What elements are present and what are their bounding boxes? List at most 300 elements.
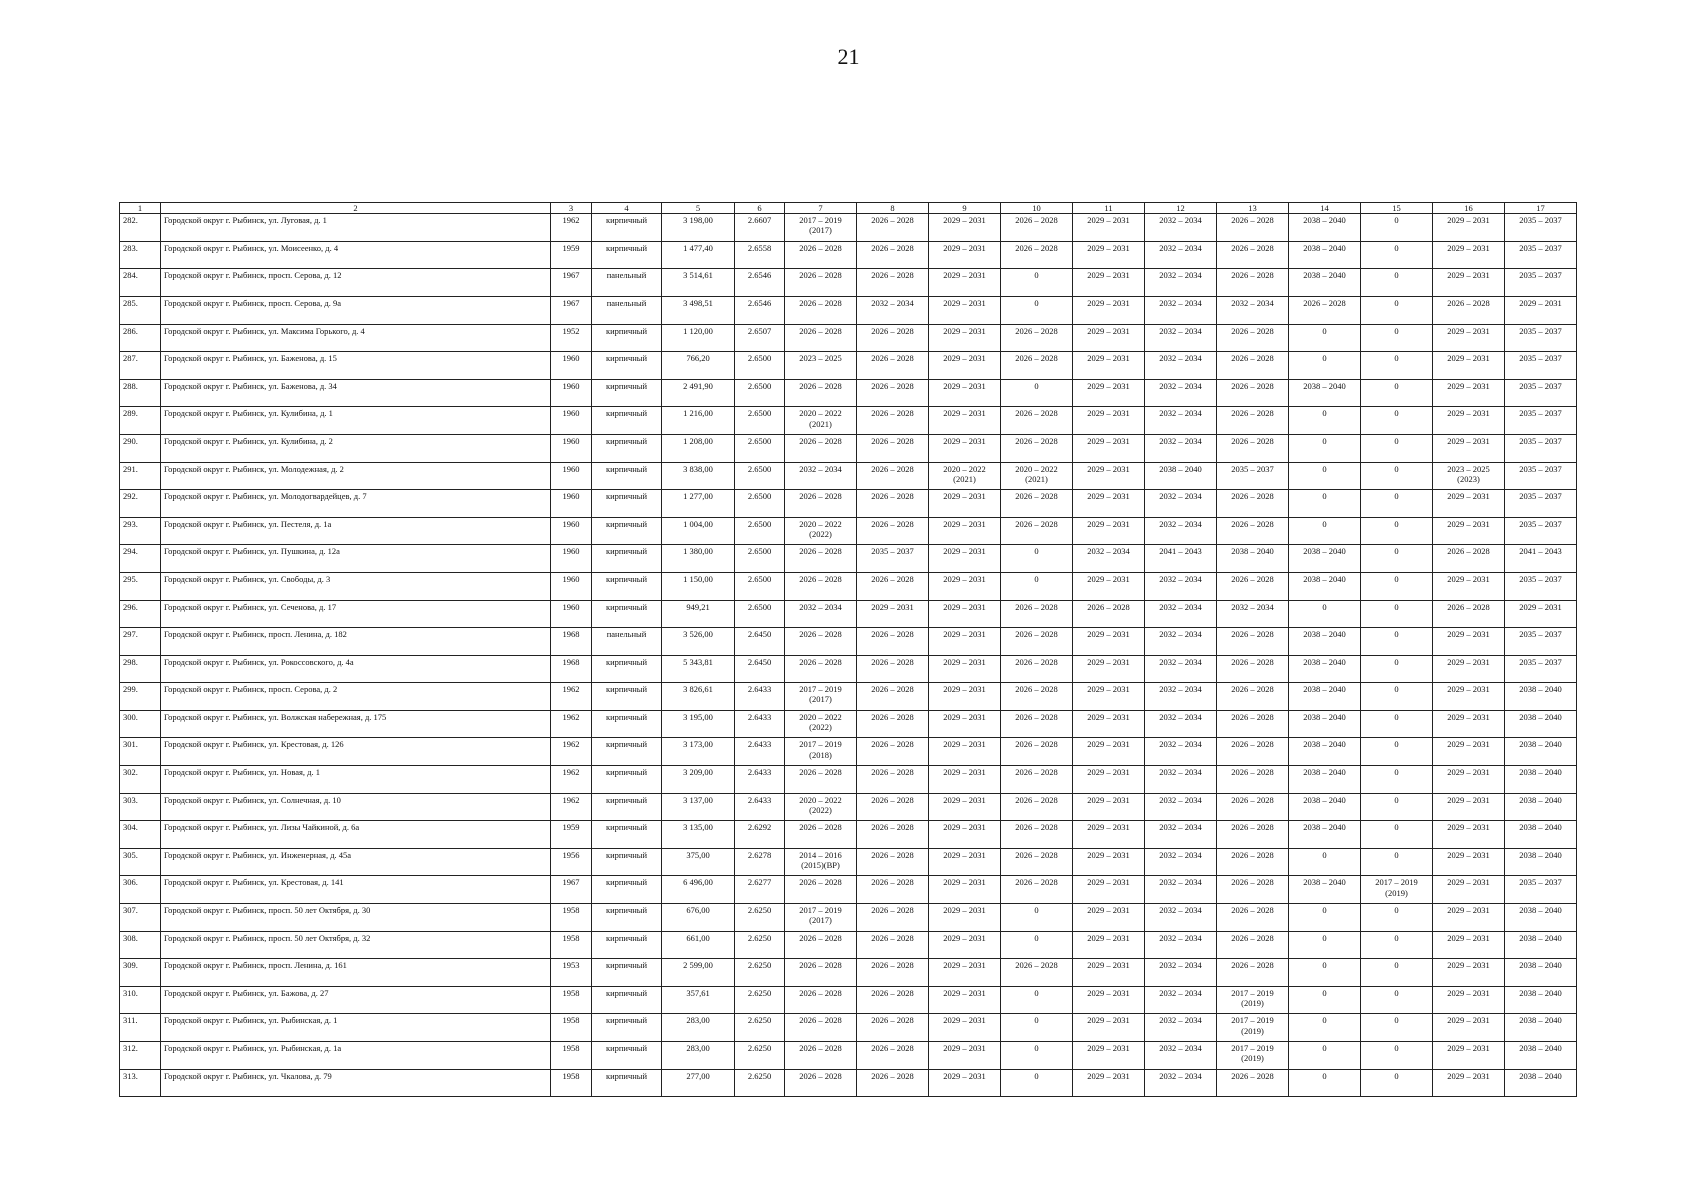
table-cell: 2029 – 2031 xyxy=(1433,710,1505,738)
table-cell: 3 195,00 xyxy=(662,710,735,738)
table-cell: 2035 – 2037 xyxy=(1505,490,1577,518)
table-cell: 2.6500 xyxy=(735,572,785,600)
table-cell: 1967 xyxy=(551,296,592,324)
table-cell: кирпичный xyxy=(592,710,662,738)
row-number-cell: 303. xyxy=(120,793,161,821)
table-cell: 3 514,61 xyxy=(662,269,735,297)
row-number-cell: 306. xyxy=(120,876,161,904)
address-cell: Городской округ г. Рыбинск, ул. Лизы Чайкиной, д. 6а xyxy=(161,821,551,849)
row-number-cell: 310. xyxy=(120,986,161,1014)
table-cell: 661,00 xyxy=(662,931,735,959)
table-cell: 2032 – 2034 xyxy=(1217,296,1289,324)
column-header: 3 xyxy=(551,203,592,214)
table-cell: кирпичный xyxy=(592,904,662,932)
table-cell: 2035 – 2037 xyxy=(1505,241,1577,269)
table-cell: 2029 – 2031 xyxy=(929,931,1001,959)
table-cell: 2029 – 2031 xyxy=(1073,379,1145,407)
table-cell: 1962 xyxy=(551,710,592,738)
table-cell: 2029 – 2031 xyxy=(1073,352,1145,380)
table-cell: 2026 – 2028 xyxy=(857,269,929,297)
column-header: 15 xyxy=(1361,203,1433,214)
table-cell: 0 xyxy=(1361,517,1433,545)
table-cell: 2026 – 2028 xyxy=(1001,683,1073,711)
address-cell: Городской округ г. Рыбинск, ул. Пушкина, д. 12а xyxy=(161,545,551,573)
table-row xyxy=(120,738,1577,766)
table-cell: 2026 – 2028 xyxy=(857,352,929,380)
row-number-cell: 286. xyxy=(120,324,161,352)
table-cell: 2038 – 2040 xyxy=(1505,1014,1577,1042)
table-cell: кирпичный xyxy=(592,352,662,380)
table-cell: 2026 – 2028 xyxy=(1001,600,1073,628)
table-cell: 0 xyxy=(1361,986,1433,1014)
schedule-table-container xyxy=(119,202,1575,1097)
table-cell: 2026 – 2028 xyxy=(857,214,929,242)
table-cell: 2026 – 2028 xyxy=(1217,1069,1289,1097)
table-cell: 2029 – 2031 xyxy=(1433,517,1505,545)
table-row xyxy=(120,324,1577,352)
table-cell: 2032 – 2034 xyxy=(1145,434,1217,462)
table-cell: 2026 – 2028 xyxy=(785,821,857,849)
table-cell: 0 xyxy=(1001,379,1073,407)
table-cell: 2029 – 2031 xyxy=(1073,710,1145,738)
table-cell: 2026 – 2028 xyxy=(1217,214,1289,242)
table-cell: 2032 – 2034 xyxy=(1145,793,1217,821)
table-cell: 2026 – 2028 xyxy=(857,655,929,683)
table-cell: 2029 – 2031 xyxy=(929,517,1001,545)
table-cell: 3 135,00 xyxy=(662,821,735,849)
table-cell: 2.6292 xyxy=(735,821,785,849)
table-cell: 2.6277 xyxy=(735,876,785,904)
table-cell: 2026 – 2028 xyxy=(785,296,857,324)
table-cell: 2.6546 xyxy=(735,296,785,324)
table-cell: кирпичный xyxy=(592,462,662,490)
table-cell: 2029 – 2031 xyxy=(929,848,1001,876)
column-header: 17 xyxy=(1505,203,1577,214)
table-cell: 2026 – 2028 xyxy=(1001,324,1073,352)
table-cell: 2032 – 2034 xyxy=(1145,683,1217,711)
table-cell: 2038 – 2040 xyxy=(1289,766,1361,794)
table-cell: 2029 – 2031 xyxy=(929,821,1001,849)
table-cell: 2.6607 xyxy=(735,214,785,242)
table-cell: 1 150,00 xyxy=(662,572,735,600)
table-cell: 2038 – 2040 xyxy=(1505,848,1577,876)
table-cell: 2029 – 2031 xyxy=(1073,821,1145,849)
table-cell: 2038 – 2040 xyxy=(1289,214,1361,242)
row-number-cell: 285. xyxy=(120,296,161,324)
table-cell: 2.6250 xyxy=(735,986,785,1014)
table-cell: 1956 xyxy=(551,848,592,876)
table-cell: 2020 – 2022 (2021) xyxy=(929,462,1001,490)
table-cell: 2032 – 2034 xyxy=(1145,655,1217,683)
table-row xyxy=(120,628,1577,656)
row-number-cell: 297. xyxy=(120,628,161,656)
table-cell: 2032 – 2034 xyxy=(1145,352,1217,380)
table-cell: 2029 – 2031 xyxy=(1433,1014,1505,1042)
table-header-row xyxy=(120,203,1577,214)
table-cell: 2.6507 xyxy=(735,324,785,352)
column-header: 14 xyxy=(1289,203,1361,214)
table-cell: 2032 – 2034 xyxy=(1145,379,1217,407)
table-cell: 2026 – 2028 xyxy=(1217,683,1289,711)
table-cell: 2026 – 2028 xyxy=(1001,490,1073,518)
table-cell: 2029 – 2031 xyxy=(1433,324,1505,352)
table-cell: кирпичный xyxy=(592,931,662,959)
table-cell: 0 xyxy=(1361,490,1433,518)
table-cell: 2035 – 2037 xyxy=(857,545,929,573)
table-cell: 2029 – 2031 xyxy=(1505,600,1577,628)
table-cell: 1960 xyxy=(551,600,592,628)
table-cell: 2026 – 2028 xyxy=(1001,241,1073,269)
table-cell: 2032 – 2034 xyxy=(1145,766,1217,794)
table-row xyxy=(120,876,1577,904)
address-cell: Городской округ г. Рыбинск, ул. Инженерная, д. 45а xyxy=(161,848,551,876)
table-cell: 2035 – 2037 xyxy=(1505,379,1577,407)
table-cell: 2035 – 2037 xyxy=(1505,655,1577,683)
table-cell: 0 xyxy=(1289,959,1361,987)
table-cell: 2.6450 xyxy=(735,655,785,683)
table-cell: 1960 xyxy=(551,434,592,462)
table-cell: 2026 – 2028 xyxy=(1001,766,1073,794)
table-cell: 2032 – 2034 xyxy=(1145,490,1217,518)
table-cell: 2017 – 2019 (2017) xyxy=(785,214,857,242)
table-row xyxy=(120,379,1577,407)
table-cell: 2029 – 2031 xyxy=(1433,793,1505,821)
row-number-cell: 283. xyxy=(120,241,161,269)
table-cell: 2026 – 2028 xyxy=(785,766,857,794)
table-cell: 2038 – 2040 xyxy=(1505,710,1577,738)
table-cell: 283,00 xyxy=(662,1042,735,1070)
table-cell: 2.6500 xyxy=(735,517,785,545)
table-cell: кирпичный xyxy=(592,214,662,242)
table-cell: 2029 – 2031 xyxy=(1433,490,1505,518)
table-cell: 2038 – 2040 xyxy=(1289,710,1361,738)
table-cell: 2035 – 2037 xyxy=(1505,269,1577,297)
table-cell: 1960 xyxy=(551,545,592,573)
table-cell: 2026 – 2028 xyxy=(857,848,929,876)
table-cell: 2029 – 2031 xyxy=(929,793,1001,821)
table-cell: 2038 – 2040 xyxy=(1289,241,1361,269)
table-cell: 1962 xyxy=(551,766,592,794)
table-cell: 2035 – 2037 xyxy=(1505,517,1577,545)
table-cell: 2026 – 2028 xyxy=(1217,766,1289,794)
table-cell: 0 xyxy=(1361,738,1433,766)
table-cell: 0 xyxy=(1361,352,1433,380)
table-cell: 0 xyxy=(1361,296,1433,324)
table-cell: 2035 – 2037 xyxy=(1505,434,1577,462)
table-cell: 3 826,61 xyxy=(662,683,735,711)
table-cell: 1960 xyxy=(551,462,592,490)
table-cell: 2026 – 2028 xyxy=(857,407,929,435)
table-cell: 2026 – 2028 xyxy=(857,1069,929,1097)
table-cell: 2032 – 2034 xyxy=(1073,545,1145,573)
table-cell: 0 xyxy=(1001,545,1073,573)
table-cell: 1968 xyxy=(551,628,592,656)
table-cell: 0 xyxy=(1289,904,1361,932)
address-cell: Городской округ г. Рыбинск, просп. 50 лет Октября, д. 30 xyxy=(161,904,551,932)
table-cell: 1962 xyxy=(551,214,592,242)
table-cell: кирпичный xyxy=(592,545,662,573)
table-cell: 2029 – 2031 xyxy=(1073,490,1145,518)
table-cell: 2035 – 2037 xyxy=(1505,876,1577,904)
table-cell: 2023 – 2025 (2023) xyxy=(1433,462,1505,490)
table-cell: 2017 – 2019 (2018) xyxy=(785,738,857,766)
table-cell: кирпичный xyxy=(592,738,662,766)
table-cell: 2029 – 2031 xyxy=(1433,738,1505,766)
table-cell: кирпичный xyxy=(592,986,662,1014)
table-cell: 2026 – 2028 xyxy=(785,931,857,959)
table-cell: 2026 – 2028 xyxy=(857,628,929,656)
table-cell: 2026 – 2028 xyxy=(1217,434,1289,462)
table-cell: 0 xyxy=(1289,407,1361,435)
table-cell: 2032 – 2034 xyxy=(1145,1042,1217,1070)
table-cell: 2038 – 2040 xyxy=(1289,269,1361,297)
table-cell: 2029 – 2031 xyxy=(1433,683,1505,711)
address-cell: Городской округ г. Рыбинск, ул. Рокоссовского, д. 4а xyxy=(161,655,551,683)
table-cell: 2029 – 2031 xyxy=(1073,407,1145,435)
table-cell: 2026 – 2028 xyxy=(1001,959,1073,987)
address-cell: Городской округ г. Рыбинск, просп. Ленина, д. 182 xyxy=(161,628,551,656)
table-cell: 2029 – 2031 xyxy=(929,683,1001,711)
table-cell: 2026 – 2028 xyxy=(785,655,857,683)
table-cell: 2038 – 2040 xyxy=(1505,793,1577,821)
table-cell: 2032 – 2034 xyxy=(1145,214,1217,242)
address-cell: Городской округ г. Рыбинск, ул. Новая, д. 1 xyxy=(161,766,551,794)
table-cell: 2032 – 2034 xyxy=(857,296,929,324)
address-cell: Городской округ г. Рыбинск, просп. 50 лет Октября, д. 32 xyxy=(161,931,551,959)
table-cell: 2.6250 xyxy=(735,1069,785,1097)
table-cell: 2029 – 2031 xyxy=(1433,931,1505,959)
table-cell: 2029 – 2031 xyxy=(1433,379,1505,407)
row-number-cell: 291. xyxy=(120,462,161,490)
table-cell: 2029 – 2031 xyxy=(1073,876,1145,904)
table-cell: 2029 – 2031 xyxy=(1433,1069,1505,1097)
row-number-cell: 304. xyxy=(120,821,161,849)
table-cell: 2032 – 2034 xyxy=(1145,296,1217,324)
row-number-cell: 307. xyxy=(120,904,161,932)
table-cell: 2.6250 xyxy=(735,931,785,959)
table-cell: 1 477,40 xyxy=(662,241,735,269)
table-cell: 2029 – 2031 xyxy=(1073,904,1145,932)
table-cell: 2032 – 2034 xyxy=(1145,1014,1217,1042)
table-cell: 375,00 xyxy=(662,848,735,876)
table-cell: 0 xyxy=(1361,628,1433,656)
table-cell: 2038 – 2040 xyxy=(1505,738,1577,766)
table-cell: кирпичный xyxy=(592,490,662,518)
table-cell: 2029 – 2031 xyxy=(1433,241,1505,269)
table-cell: 2026 – 2028 xyxy=(857,738,929,766)
table-cell: 2029 – 2031 xyxy=(1073,931,1145,959)
address-cell: Городской округ г. Рыбинск, просп. Серова, д. 12 xyxy=(161,269,551,297)
table-cell: 2029 – 2031 xyxy=(1073,959,1145,987)
table-cell: 2026 – 2028 xyxy=(1217,379,1289,407)
table-row xyxy=(120,1069,1577,1097)
table-cell: 2017 – 2019 (2019) xyxy=(1217,1014,1289,1042)
table-cell: 0 xyxy=(1289,517,1361,545)
table-cell: 2026 – 2028 xyxy=(785,1014,857,1042)
table-cell: 2029 – 2031 xyxy=(1433,959,1505,987)
table-cell: 1960 xyxy=(551,490,592,518)
table-cell: 2038 – 2040 xyxy=(1289,655,1361,683)
table-cell: 2.6250 xyxy=(735,904,785,932)
table-cell: 2035 – 2037 xyxy=(1505,324,1577,352)
table-cell: 2026 – 2028 xyxy=(785,490,857,518)
row-number-cell: 282. xyxy=(120,214,161,242)
table-cell: 0 xyxy=(1289,1042,1361,1070)
table-cell: 2032 – 2034 xyxy=(1145,269,1217,297)
row-number-cell: 288. xyxy=(120,379,161,407)
table-cell: 0 xyxy=(1361,1069,1433,1097)
table-cell: 2.6433 xyxy=(735,738,785,766)
table-cell: 5 343,81 xyxy=(662,655,735,683)
table-cell: 2032 – 2034 xyxy=(1145,572,1217,600)
table-cell: панельный xyxy=(592,296,662,324)
table-cell: 2029 – 2031 xyxy=(1505,296,1577,324)
row-number-cell: 312. xyxy=(120,1042,161,1070)
table-cell: 0 xyxy=(1289,434,1361,462)
table-cell: 2029 – 2031 xyxy=(1073,766,1145,794)
table-cell: 2038 – 2040 xyxy=(1289,876,1361,904)
table-row xyxy=(120,517,1577,545)
column-header: 10 xyxy=(1001,203,1073,214)
table-cell: 2026 – 2028 xyxy=(857,379,929,407)
table-cell: 2026 – 2028 xyxy=(1433,545,1505,573)
table-row xyxy=(120,766,1577,794)
table-cell: 1967 xyxy=(551,269,592,297)
table-cell: 2032 – 2034 xyxy=(1145,600,1217,628)
table-cell: 2035 – 2037 xyxy=(1505,462,1577,490)
table-cell: 2035 – 2037 xyxy=(1505,407,1577,435)
table-cell: 2029 – 2031 xyxy=(929,490,1001,518)
table-cell: 6 496,00 xyxy=(662,876,735,904)
table-cell: 2.6250 xyxy=(735,1014,785,1042)
table-cell: 2026 – 2028 xyxy=(1001,876,1073,904)
table-cell: 2029 – 2031 xyxy=(1073,1014,1145,1042)
table-cell: 3 198,00 xyxy=(662,214,735,242)
table-cell: 2029 – 2031 xyxy=(929,876,1001,904)
table-cell: 1958 xyxy=(551,931,592,959)
table-cell: 2029 – 2031 xyxy=(929,600,1001,628)
table-cell: 0 xyxy=(1361,931,1433,959)
table-cell: 1958 xyxy=(551,986,592,1014)
column-header: 6 xyxy=(735,203,785,214)
table-cell: 2.6500 xyxy=(735,352,785,380)
table-cell: 2.6500 xyxy=(735,462,785,490)
table-cell: 2026 – 2028 xyxy=(857,517,929,545)
table-row xyxy=(120,848,1577,876)
table-cell: 2038 – 2040 xyxy=(1289,628,1361,656)
table-cell: кирпичный xyxy=(592,379,662,407)
column-header: 5 xyxy=(662,203,735,214)
table-cell: 2029 – 2031 xyxy=(929,959,1001,987)
table-cell: кирпичный xyxy=(592,1014,662,1042)
table-cell: 2026 – 2028 xyxy=(1001,848,1073,876)
table-cell: 2026 – 2028 xyxy=(857,876,929,904)
table-cell: 2038 – 2040 xyxy=(1505,959,1577,987)
table-cell: 1960 xyxy=(551,407,592,435)
table-cell: 2029 – 2031 xyxy=(929,766,1001,794)
table-cell: 2029 – 2031 xyxy=(1433,904,1505,932)
address-cell: Городской округ г. Рыбинск, ул. Максима Горького, д. 4 xyxy=(161,324,551,352)
table-cell: 2029 – 2031 xyxy=(857,600,929,628)
address-cell: Городской округ г. Рыбинск, ул. Кулибина, д. 2 xyxy=(161,434,551,462)
table-cell: 2029 – 2031 xyxy=(929,1014,1001,1042)
table-cell: 1 277,00 xyxy=(662,490,735,518)
table-cell: 2029 – 2031 xyxy=(1433,655,1505,683)
table-row xyxy=(120,490,1577,518)
table-cell: 1959 xyxy=(551,241,592,269)
table-cell: 2038 – 2040 xyxy=(1505,821,1577,849)
table-cell: 2026 – 2028 xyxy=(785,1042,857,1070)
table-cell: 2029 – 2031 xyxy=(929,572,1001,600)
row-number-cell: 313. xyxy=(120,1069,161,1097)
table-cell: 0 xyxy=(1361,545,1433,573)
table-row xyxy=(120,296,1577,324)
table-cell: 2026 – 2028 xyxy=(785,876,857,904)
table-cell: 2029 – 2031 xyxy=(929,738,1001,766)
table-row xyxy=(120,572,1577,600)
table-cell: 2026 – 2028 xyxy=(1001,821,1073,849)
table-cell: 0 xyxy=(1001,296,1073,324)
table-cell: 3 526,00 xyxy=(662,628,735,656)
table-cell: 2026 – 2028 xyxy=(857,572,929,600)
row-number-cell: 311. xyxy=(120,1014,161,1042)
table-cell: 2026 – 2028 xyxy=(785,1069,857,1097)
table-cell: 1958 xyxy=(551,1069,592,1097)
table-cell: 2026 – 2028 xyxy=(1433,296,1505,324)
table-row xyxy=(120,462,1577,490)
table-cell: 2029 – 2031 xyxy=(1433,986,1505,1014)
table-cell: 2026 – 2028 xyxy=(857,986,929,1014)
table-cell: кирпичный xyxy=(592,766,662,794)
table-cell: 2029 – 2031 xyxy=(929,434,1001,462)
table-cell: 0 xyxy=(1289,986,1361,1014)
table-cell: 2032 – 2034 xyxy=(1145,407,1217,435)
table-cell: 2038 – 2040 xyxy=(1505,1069,1577,1097)
table-cell: 2029 – 2031 xyxy=(1073,628,1145,656)
table-cell: 2029 – 2031 xyxy=(1073,434,1145,462)
table-cell: 0 xyxy=(1289,931,1361,959)
table-cell: 2029 – 2031 xyxy=(929,269,1001,297)
table-cell: 1960 xyxy=(551,572,592,600)
table-cell: 2038 – 2040 xyxy=(1505,683,1577,711)
table-cell: 2026 – 2028 xyxy=(785,434,857,462)
table-cell: 2026 – 2028 xyxy=(1001,655,1073,683)
table-cell: 2026 – 2028 xyxy=(1217,324,1289,352)
table-cell: 0 xyxy=(1289,1069,1361,1097)
table-cell: 2041 – 2043 xyxy=(1505,545,1577,573)
table-cell: 1968 xyxy=(551,655,592,683)
table-cell: 2038 – 2040 xyxy=(1505,931,1577,959)
table-cell: 2041 – 2043 xyxy=(1145,545,1217,573)
table-cell: 2032 – 2034 xyxy=(1145,821,1217,849)
table-cell: 2032 – 2034 xyxy=(785,600,857,628)
table-cell: панельный xyxy=(592,628,662,656)
table-cell: 2026 – 2028 xyxy=(857,821,929,849)
table-cell: 0 xyxy=(1361,214,1433,242)
table-cell: 2026 – 2028 xyxy=(1217,821,1289,849)
table-cell: 1958 xyxy=(551,1042,592,1070)
table-cell: 0 xyxy=(1289,600,1361,628)
table-cell: 0 xyxy=(1361,766,1433,794)
table-cell: 2029 – 2031 xyxy=(1073,738,1145,766)
table-cell: 2 491,90 xyxy=(662,379,735,407)
table-cell: 2026 – 2028 xyxy=(1001,517,1073,545)
table-row xyxy=(120,214,1577,242)
table-cell: 2029 – 2031 xyxy=(1073,1042,1145,1070)
table-cell: 0 xyxy=(1289,848,1361,876)
table-row xyxy=(120,986,1577,1014)
address-cell: Городской округ г. Рыбинск, ул. Волжская набережная, д. 175 xyxy=(161,710,551,738)
